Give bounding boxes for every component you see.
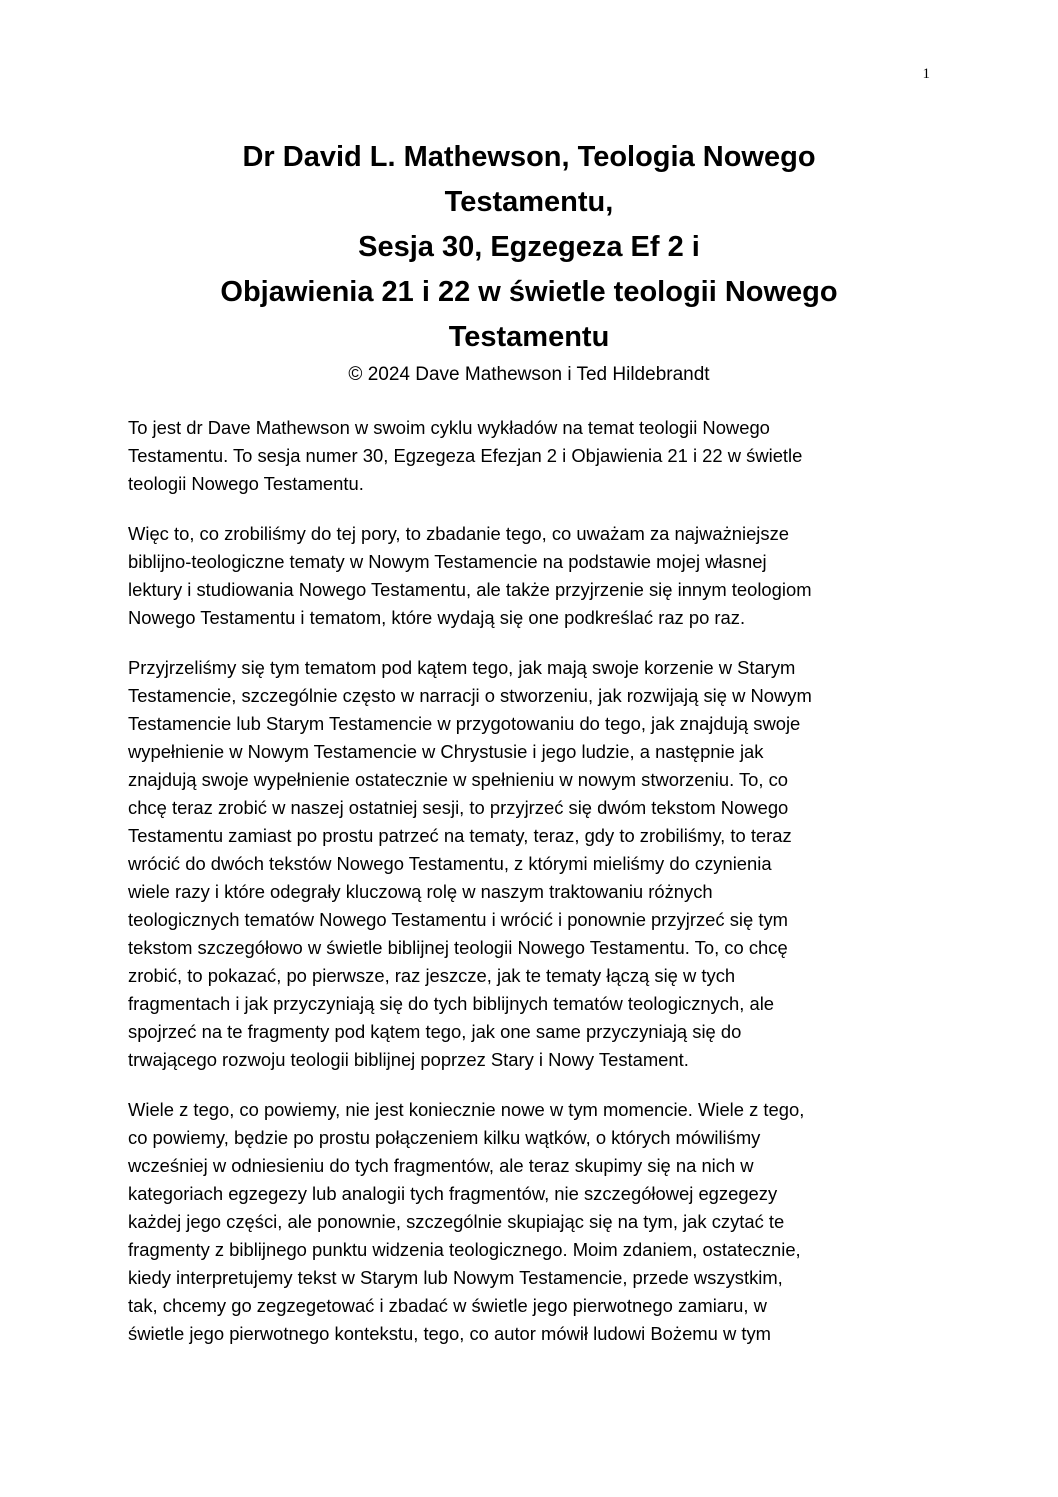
text-line: wrócić do dwóch tekstów Nowego Testamentu, z którymi mieliśmy do czynienia (128, 853, 772, 874)
text-line: Wiele z tego, co powiemy, nie jest koniecznie nowe w tym momencie. Wiele z tego, (128, 1099, 805, 1120)
text-line: tak, chcemy go zegzegetować i zbadać w świetle jego pierwotnego zamiaru, w (128, 1295, 767, 1316)
text-line: teologicznych tematów Nowego Testamentu i wrócić i ponownie przyjrzeć się tym (128, 909, 788, 930)
title-line: Objawienia 21 i 22 w świetle teologii Nowego (220, 276, 838, 308)
text-line: Nowego Testamentu i tematom, które wydają się one podkreślać raz po raz. (128, 607, 746, 628)
title-line: Sesja 30, Egzegeza Ef 2 i (358, 231, 700, 263)
text-line: spojrzeć na te fragmenty pod kątem tego, jak one same przyczyniają się do (128, 1021, 742, 1042)
text-line: Testamencie, szczególnie często w narracji o stworzeniu, jak rozwijają się w Nowym (128, 685, 812, 706)
text-line: wcześniej w odniesieniu do tych fragmentów, ale teraz skupimy się na nich w (128, 1155, 754, 1176)
text-line: wiele razy i które odegrały kluczową rolę w naszym traktowaniu różnych (128, 881, 713, 902)
text-line: co powiemy, będzie po prostu połączeniem kilku wątków, o których mówiliśmy (128, 1127, 761, 1148)
text-line: tekstom szczegółowo w świetle biblijnej teologii Nowego Testamentu. To, co chcę (128, 937, 788, 958)
text-line: Testamentu. To sesja numer 30, Egzegeza Efezjan 2 i Objawienia 21 i 22 w świetle (128, 445, 803, 466)
text-line: fragmenty z biblijnego punktu widzenia teologicznego. Moim zdaniem, ostatecznie, (128, 1239, 801, 1260)
text-line: chcę teraz zrobić w naszej ostatniej sesji, to przyjrzeć się dwóm tekstom Nowego (128, 797, 789, 818)
text-line: Przyjrzeliśmy się tym tematom pod kątem tego, jak mają swoje korzenie w Starym (128, 657, 796, 678)
text-line: każdej jego części, ale ponownie, szczególnie skupiając się na tym, jak czytać te (128, 1211, 785, 1232)
text-line: biblijno-teologiczne tematy w Nowym Testamencie na podstawie mojej własnej (128, 551, 767, 572)
paragraph-4 (128, 1096, 930, 1348)
text-line: lektury i studiowania Nowego Testamentu, ale także przyjrzenie się innym teologiom (128, 579, 812, 600)
copyright-notice: © 2024 Dave Mathewson i Ted Hildebrandt (348, 364, 710, 385)
paragraph-2 (128, 520, 930, 632)
paragraph-intro (128, 414, 930, 498)
text-line: kiedy interpretujemy tekst w Starym lub Nowym Testamencie, przede wszystkim, (128, 1267, 783, 1288)
text-line: fragmentach i jak przyczyniają się do tych biblijnych tematów teologicznych, ale (128, 993, 775, 1014)
text-line: teologii Nowego Testamentu. (128, 473, 364, 494)
text-line: Więc to, co zrobiliśmy do tej pory, to zbadanie tego, co uważam za najważniejsze (128, 523, 790, 544)
text-line: zrobić, to pokazać, po pierwsze, raz jeszcze, jak te tematy łączą się w tych (128, 965, 736, 986)
text-line: znajdują swoje wypełnienie ostatecznie w spełnieniu w nowym stworzeniu. To, co (128, 769, 789, 790)
text-line: trwającego rozwoju teologii biblijnej poprzez Stary i Nowy Testament. (128, 1049, 689, 1070)
page-number: 1 (922, 66, 930, 82)
body-text (128, 414, 930, 1370)
text-line: świetle jego pierwotnego kontekstu, tego, co autor mówił ludowi Bożemu w tym (128, 1323, 771, 1344)
text-line: To jest dr Dave Mathewson w swoim cyklu wykładów na temat teologii Nowego (128, 417, 770, 438)
paragraph-3 (128, 654, 930, 1074)
text-line: Testamencie lub Starym Testamencie w przygotowaniu do tego, jak znajdują swoje (128, 713, 801, 734)
title-line: Dr David L. Mathewson, Teologia Nowego (242, 141, 816, 173)
title-line: Testamentu, (444, 186, 614, 218)
title-block (128, 135, 930, 388)
text-line: wypełnienie w Nowym Testamencie w Chrystusie i jego ludzie, a następnie jak (128, 741, 764, 762)
title-line: Testamentu (448, 321, 610, 353)
text-line: kategoriach egzegezy lub analogii tych fragmentów, nie szczegółowej egzegezy (128, 1183, 778, 1204)
text-line: Testamentu zamiast po prostu patrzeć na tematy, teraz, gdy to zrobiliśmy, to teraz (128, 825, 792, 846)
